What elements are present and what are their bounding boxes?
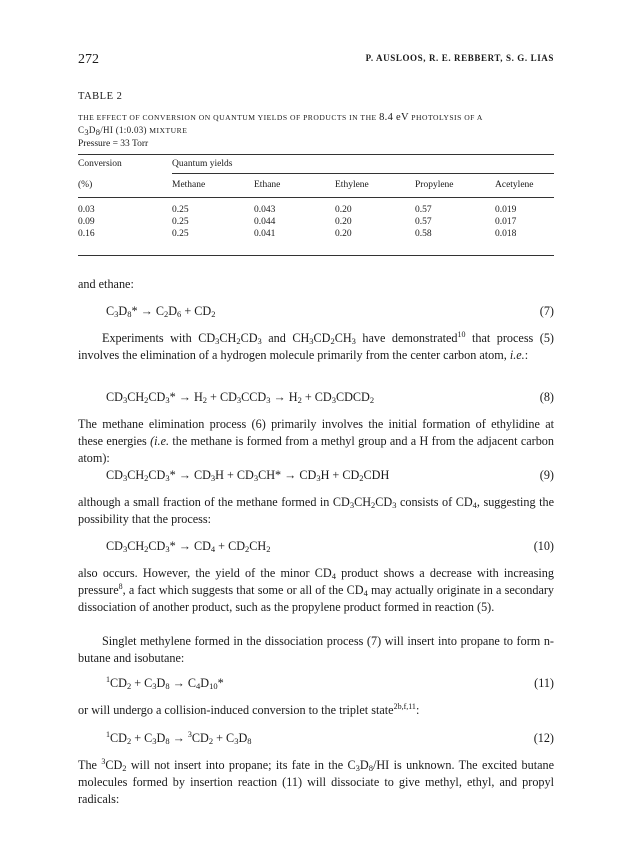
cell-conversion: 0.09 <box>78 217 95 227</box>
table-row <box>78 229 554 241</box>
col-ethane: Ethane <box>254 180 281 190</box>
cell-methane: 0.25 <box>172 229 189 239</box>
paragraph: although a small fraction of the methane formed in $CD_3CH_2CD_3$ consists of $CD_4$, suggesting the possibility that the process: <box>78 495 554 526</box>
caption-part1: THE EFFECT OF CONVERSION ON QUANTUM YIELDS OF PRODUCTS IN THE <box>78 113 380 122</box>
table-row <box>78 217 554 229</box>
cell-ethylene: 0.20 <box>335 205 352 215</box>
paragraph: Experiments with $CD_3CH_2CD_3$ and $CH_3CD_2CH_3$ have demonstrated$^{10}$ that process (5) involves the elimination of a hydrogen molecule primarily from the center carbon atom, i.e.: <box>78 330 554 362</box>
equation-number: (11) <box>534 676 554 690</box>
paragraph: The $^3CD_2$ will not insert into propane; its fate in the $C_3D_8/HI$ is unknown. The excited butane molecules formed by insertion reaction (11) will dissociate to give methyl, ethyl, and propyl radicals: <box>78 757 555 806</box>
paragraph-text: that process (5) involves the elimination of a hydrogen molecule primarily from the center carbon atom, <box>78 331 554 362</box>
paragraph: Singlet methylene formed in the dissociation process (7) will insert into propane to form n-butane and isobutane: <box>78 634 554 665</box>
caption-energy: 8.4 eV <box>379 112 409 123</box>
equation-10 <box>106 539 554 557</box>
running-head: P. AUSLOOS, R. E. REBBERT, S. G. LIAS <box>365 53 554 63</box>
col-acetylene: Acetylene <box>495 180 534 190</box>
cell-methane: 0.25 <box>172 205 189 215</box>
paragraph: and ethane: <box>78 277 134 291</box>
cell-propylene: 0.57 <box>415 205 432 215</box>
equation-7 <box>106 304 554 322</box>
equation-number: (10) <box>533 539 554 553</box>
paragraph-text: or will undergo a collision-induced conversion to the triplet state <box>78 703 394 717</box>
col-methane: Methane <box>172 180 206 190</box>
equation-formula: $^1CD_2 + C_3D_8 \to C_4D_{10}*$ <box>106 675 224 691</box>
cell-conversion: 0.03 <box>78 205 95 215</box>
cell-ethane: 0.041 <box>254 229 276 239</box>
paragraph-text-cont: the methane is formed from a methyl group and a H from the adjacent carbon atom): <box>78 434 554 465</box>
col-ethylene: Ethylene <box>335 180 369 190</box>
table-bottom-rule <box>78 255 554 256</box>
table-pressure: Pressure = 33 Torr <box>78 139 149 149</box>
cell-acetylene: 0.017 <box>495 217 517 227</box>
equation-formula: $CD_3CH_2CD_3* \to CD_4 + CD_2CH_2$ <box>106 539 271 554</box>
table-top-rule <box>78 154 554 155</box>
page-number: 272 <box>78 52 99 67</box>
caption-formula: $C_3D_8/HI$ (1:0.03) <box>78 125 147 137</box>
equation-formula: $CD_3CH_2CD_3* \to CD_3H + CD_3CH* \to CD_3H + CD_2CDH$ <box>106 468 390 483</box>
col-conversion-unit: (%) <box>78 180 93 190</box>
group-rule <box>172 173 554 174</box>
paragraph: also occurs. However, the yield of the minor $CD_4$ product shows a decrease with increasing pressure$^8$, a fact which suggests that some or all of the $CD_4$ may actually originate in a secondary dissociation of another product, such as the propylene product formed in reaction (5). <box>78 566 554 614</box>
cell-acetylene: 0.018 <box>495 229 517 239</box>
table-label: TABLE 2 <box>78 91 123 102</box>
col-conversion: Conversion <box>78 159 122 169</box>
equation-formula: $C_3D_8* \to C_2D_6 + CD_2$ <box>106 304 216 319</box>
equation-number: (7) <box>539 304 554 318</box>
paragraph-text: The methane elimination process (6) primarily involves the initial formation of ethylidine at these energies <box>78 417 554 448</box>
equation-8 <box>106 390 554 408</box>
header-rule <box>78 197 554 198</box>
cell-propylene: 0.57 <box>415 217 432 227</box>
equation-9 <box>106 468 554 486</box>
page-header <box>78 52 554 68</box>
col-propylene: Propylene <box>415 180 454 190</box>
equation-number: (9) <box>539 468 554 482</box>
cell-ethylene: 0.20 <box>335 229 352 239</box>
paragraph: or will undergo a collision-induced conversion to the triplet state$^{2b,f,11}$: <box>78 702 420 717</box>
equation-number: (12) <box>533 731 554 745</box>
equation-formula: $CD_3CH_2CD_3* \to H_2 + CD_3CCD_3 \to H_2$ + $CD_3CDCD_2$ <box>106 390 375 405</box>
cell-ethane: 0.044 <box>254 217 276 227</box>
ie-abbrev: i.e. <box>509 348 525 362</box>
paragraph <box>78 416 554 467</box>
cell-methane: 0.25 <box>172 217 189 227</box>
table-row <box>78 205 554 217</box>
group-header: Quantum yields <box>172 159 233 169</box>
caption-part2: PHOTOLYSIS OF A <box>408 113 483 122</box>
table-caption <box>78 111 554 137</box>
cell-conversion: 0.16 <box>78 229 95 239</box>
equation-formula: $^1CD_2 + C_3D_8 \to ^3CD_2 + C_3D_8$ <box>106 730 252 746</box>
equation-number: (8) <box>539 390 554 404</box>
cell-ethane: 0.043 <box>254 205 276 215</box>
ie-abbrev: (i.e. <box>150 434 170 448</box>
cell-acetylene: 0.019 <box>495 205 517 215</box>
equation-11 <box>106 676 554 694</box>
equation-12 <box>106 731 554 749</box>
caption-tail: MIXTURE <box>146 126 188 135</box>
cell-propylene: 0.58 <box>415 229 432 239</box>
cell-ethylene: 0.20 <box>335 217 352 227</box>
